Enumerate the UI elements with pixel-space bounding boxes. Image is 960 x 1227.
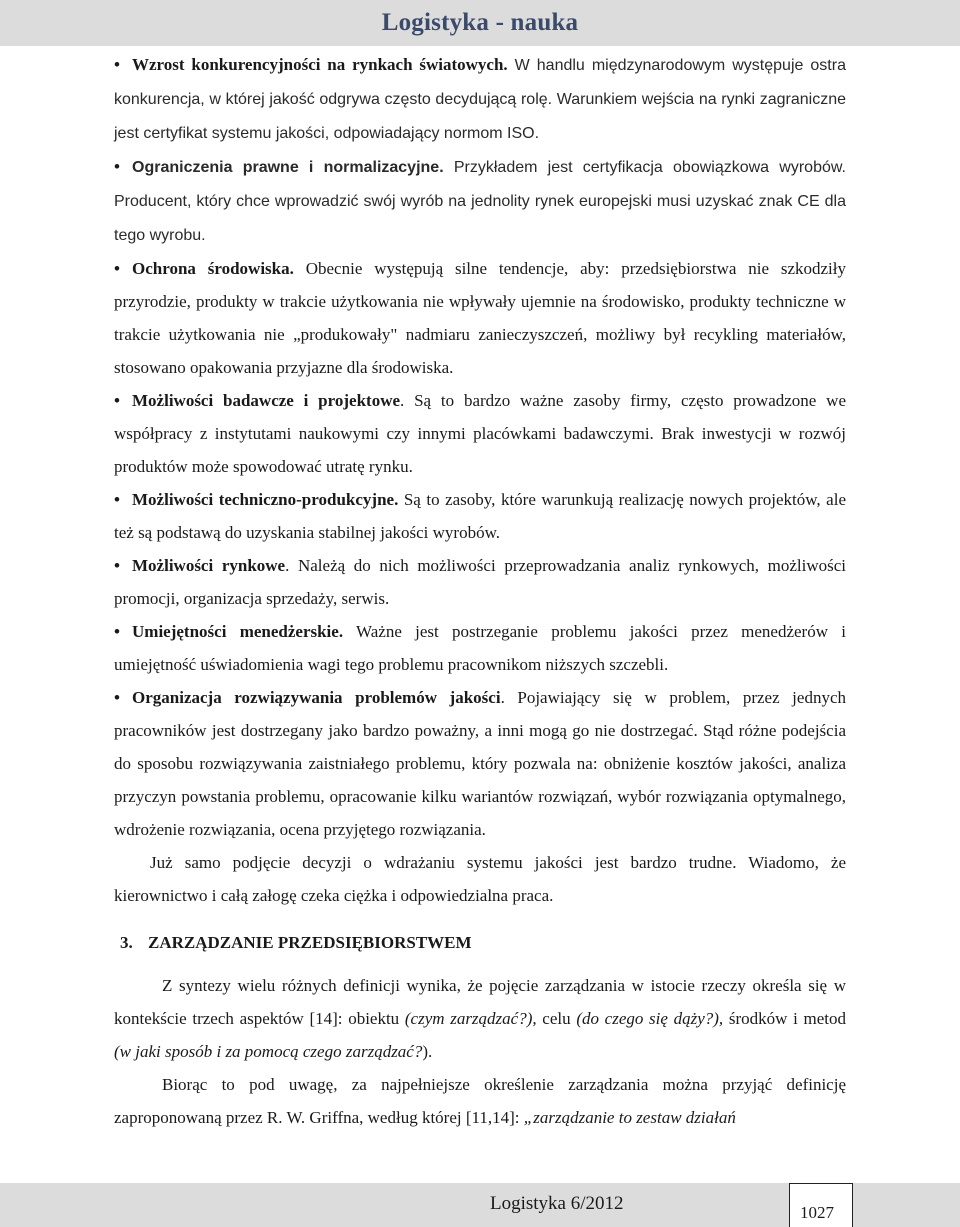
- bullet-icon: •: [114, 490, 120, 509]
- bullet-item: [114, 681, 846, 846]
- bullet-text: Są to zasoby, które warunkują realizację nowych projektów, ale też są podstawą do uzyskania stabilnej jakości wyrobów.: [114, 490, 846, 542]
- bullet-term: Możliwości badawcze i projektowe: [132, 391, 401, 410]
- page-number: 1027: [800, 1203, 834, 1222]
- bullet-icon: •: [114, 157, 120, 176]
- bullet-item: [114, 615, 846, 681]
- paragraph-text: ).: [422, 1042, 433, 1061]
- paragraph-italic: (do czego się dąży?),: [576, 1009, 724, 1028]
- bullet-icon: •: [114, 688, 120, 707]
- page-header: [0, 0, 960, 46]
- bullet-item: [114, 384, 846, 483]
- bullet-icon: •: [114, 55, 120, 74]
- header-title: Logistyka - nauka: [381, 9, 579, 36]
- section-number: 3.: [120, 933, 133, 952]
- paragraph-text: Biorąc to pod uwagę, za najpełniejsze określenie zarządzania można przyjąć definicję zaproponowaną przez R. W. Griffna, według której [11,14]:: [114, 1075, 846, 1127]
- bullet-term: Możliwości rynkowe: [132, 556, 286, 575]
- page-content: [114, 48, 846, 1134]
- bullet-text: W handlu międzynarodowym występuje ostra konkurencja, w której jakość odgrywa często decydującą rolę. Warunkiem wejścia na rynki zagraniczne jest certyfikat systemu jakości, odpowiadający normom ISO.: [114, 57, 846, 142]
- bullet-icon: •: [114, 259, 120, 278]
- paragraph-text: środków i metod: [723, 1009, 846, 1028]
- bullet-term: Wzrost konkurencyjności na rynkach światowych.: [132, 55, 508, 74]
- bullet-item: [114, 483, 846, 549]
- bullet-text: Obecnie występują silne tendencje, aby: przedsiębiorstwa nie szkodziły przyrodzie, produkty w trakcie użytkowania nie wpływały ujemnie na środowisko, produkty techniczne w trakcie użytkowania nie „produkowały" nadmiaru zanieczyszczeń, możliwy był recykling materiałów, stosowano opakowania przyjazne dla środowiska.: [114, 259, 846, 377]
- section-title: ZARZĄDZANIE PRZEDSIĘBIORSTWEM: [148, 933, 472, 952]
- bullet-text: . Należą do nich możliwości przeprowadzania analiz rynkowych, możliwości promocji, organizacja sprzedaży, serwis.: [114, 556, 846, 608]
- paragraph-text: celu: [536, 1009, 577, 1028]
- bullet-text: . Pojawiający się w problem, przez jednych pracowników jest dostrzegany jako bardzo poważny, a inni mogą go nie dostrzegać. Stąd różne podejścia do sposobu rozwiązywania zaistniałego problemu, który pozwala na: obniżenie kosztów jakości, analiza przyczyn powstania problemu, opracowanie kilku wariantów rozwiązań, wybór rozwiązania optymalnego, wdrożenie rozwiązania, ocena przyjętego rozwiązania.: [114, 688, 846, 839]
- section-heading: [114, 926, 846, 959]
- paragraph-italic: (czym zarządzać?),: [404, 1009, 537, 1028]
- paragraph: [114, 969, 846, 1068]
- journal-name: Logistyka 6/2012: [490, 1193, 624, 1214]
- bullet-icon: •: [114, 622, 120, 641]
- bullet-term: Możliwości techniczno-produkcyjne.: [132, 490, 399, 509]
- bullet-icon: •: [114, 556, 120, 575]
- bullet-item: [114, 150, 846, 252]
- bullet-term: Organizacja rozwiązywania problemów jakości: [132, 688, 501, 707]
- bullet-text: Przykładem jest certyfikacja obowiązkowa wyrobów. Producent, który chce wprowadzić swój wyrób na jednolity rynek europejski musi uzyskać znak CE dla tego wyrobu.: [114, 159, 846, 244]
- paragraph-italic: „zarządzanie to zestaw działań: [523, 1108, 736, 1127]
- bullet-term: Ograniczenia prawne i normalizacyjne.: [132, 159, 444, 176]
- bullet-term: Ochrona środowiska.: [132, 259, 294, 278]
- bullet-term: Umiejętności menedżerskie.: [132, 622, 344, 641]
- bullet-item: [114, 48, 846, 150]
- paragraph: Już samo podjęcie decyzji o wdrażaniu systemu jakości jest bardzo trudne. Wiadomo, że kierownictwo i całą załogę czeka ciężka i odpowiedzialna praca.: [114, 853, 846, 905]
- bullet-item: [114, 252, 846, 384]
- paragraph: [114, 1068, 846, 1134]
- bullet-text: . Są to bardzo ważne zasoby firmy, często prowadzone we współpracy z instytutami naukowymi czy innymi placówkami badawczymi. Brak inwestycji w rozwój produktów może spowodować utratę rynku.: [114, 391, 846, 476]
- paragraph-italic: (w jaki sposób i za pomocą czego zarządzać?: [114, 1042, 423, 1061]
- bullet-icon: •: [114, 391, 120, 410]
- bullet-item: [114, 549, 846, 615]
- bullet-text: Ważne jest postrzeganie problemu jakości przez menedżerów i umiejętność uświadomienia wagi tego problemu pracownikom niższych szczebli.: [114, 622, 846, 674]
- paragraph-text: Z syntezy wielu różnych definicji wynika, że pojęcie zarządzania w istocie rzeczy określa się w kontekście trzech aspektów [14]: obiektu: [114, 976, 846, 1028]
